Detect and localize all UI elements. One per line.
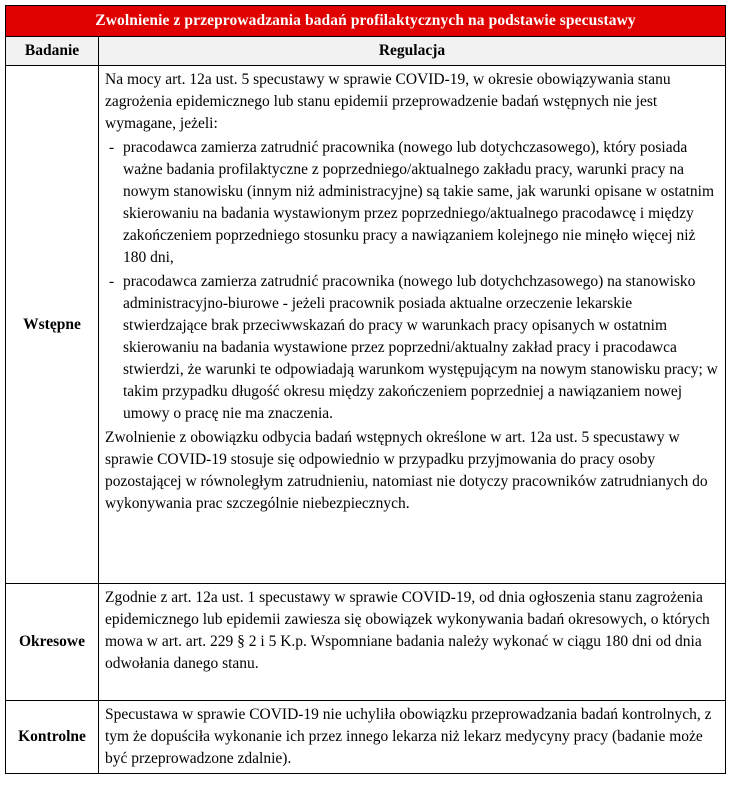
table-row bbox=[6, 701, 726, 774]
regulation-cell-wstepne bbox=[99, 66, 726, 584]
table-title: Zwolnienie z przeprowadzania badań profilaktycznych na podstawie specustawy bbox=[6, 6, 726, 37]
bullet-dash: - bbox=[109, 139, 115, 156]
regulation-cell-kontrolne bbox=[99, 701, 726, 774]
table-header-row bbox=[6, 37, 726, 66]
column-header-regulacja: Regulacja bbox=[99, 37, 726, 66]
list-item-text: pracodawca zamierza zatrudnić pracownika (nowego lub dotychchzasowego) na stanowisko administracyjno-biurowe - jeżeli pracownik posiada aktualne orzeczenie lekarskie stwierdzające brak przeciwwskazań do pracy w warunkach pracy opisanych w ostatnim skierowaniu na badania wystawione przez poprzedni/aktualny zakład pracy i pracodawca stwierdzi, że warunki te odpowiadają warunkom występującym na nowym stanowisku pracy; w takim przypadku długość okresu między zakończeniem poprzedniej a nawiązaniem nowej umowy o pracę nie ma znaczenia. bbox=[123, 273, 718, 422]
row-name-okresowe: Okresowe bbox=[6, 584, 99, 701]
intro-paragraph: Na mocy art. 12a ust. 5 specustawy w sprawie COVID-19, w okresie obowiązywania stanu zagrożenia epidemicznego lub stanu epidemii przeprowadzenie badań wstępnych nie jest wymagane, jeżeli: bbox=[105, 71, 671, 132]
list-item-text: pracodawca zamierza zatrudnić pracownika (nowego lub dotychczasowego), który posiada ważne badania profilaktyczne z poprzedniego/aktualnego zakładu pracy, warunki pracy na nowym stanowisku (innym niż administracyjne) są takie same, jak warunki opisane w ostatnim skierowaniu na badania wystawionym przez poprzedniego/aktualnego pracodawcę i między zakończeniem poprzedniego stosunku pracy a nawiązaniem kolejnego nie minęło więcej niż 180 dni, bbox=[123, 139, 715, 266]
bullet-dash: - bbox=[109, 273, 115, 290]
list-item bbox=[105, 137, 719, 269]
column-header-badanie: Badanie bbox=[6, 37, 99, 66]
table-row bbox=[6, 584, 726, 701]
regulation-text: Specustawa w sprawie COVID-19 nie uchyliła obowiązku przeprowadzania badań kontrolnych, z tym że dopuściła wykonanie ich przez innego lekarza niż lekarz medycyny pracy (badanie może być przeprowadzone zdalnie). bbox=[105, 706, 712, 767]
row-name-kontrolne: Kontrolne bbox=[6, 701, 99, 774]
document-page bbox=[5, 5, 725, 774]
table-row bbox=[6, 66, 726, 584]
outro-paragraph: Zwolnienie z obowiązku odbycia badań wstępnych określone w art. 12a ust. 5 specustawy w sprawie COVID-19 stosuje się odpowiednio w przypadku przyjmowania do pracy osoby pozostającej w równoległym zatrudnieniu, natomiast nie dotyczy pracowników zatrudnianych do wykonywania prac szczególnie niebezpiecznych. bbox=[105, 429, 708, 512]
exemption-table bbox=[5, 5, 726, 774]
list-item bbox=[105, 271, 719, 425]
row-name-wstepne: Wstępne bbox=[6, 66, 99, 584]
regulation-cell-okresowe bbox=[99, 584, 726, 701]
conditions-list bbox=[105, 137, 719, 425]
table-title-row bbox=[6, 6, 726, 37]
regulation-text: Zgodnie z art. 12a ust. 1 specustawy w sprawie COVID-19, od dnia ogłoszenia stanu zagrożenia epidemicznego lub epidemii zawiesza się obowiązek wykonywania badań okresowych, o których mowa w art. art. 229 § 2 i 5 K.p. Wspomniane badania należy wykonać w ciągu 180 dni od dnia odwołania danego stanu. bbox=[105, 589, 710, 672]
